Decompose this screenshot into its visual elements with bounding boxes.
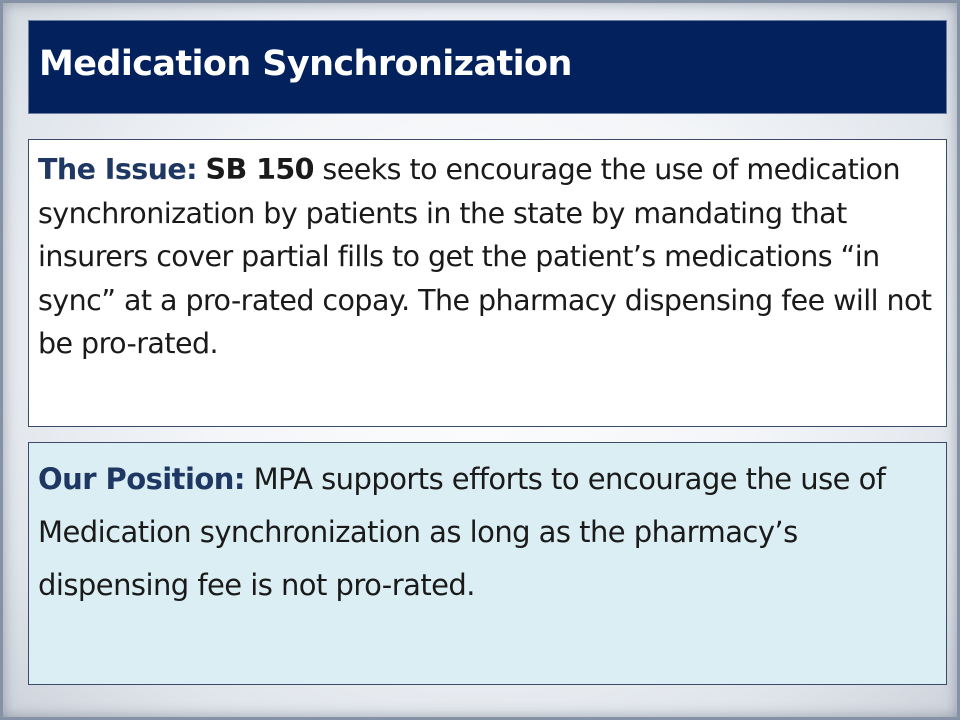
slide-title: Medication Synchronization bbox=[39, 44, 572, 84]
position-box bbox=[28, 442, 947, 685]
issue-box bbox=[28, 139, 947, 427]
issue-paragraph bbox=[38, 148, 943, 366]
position-paragraph bbox=[38, 453, 943, 612]
issue-body-text: seeks to encourage the use of medication synchronization by patients in the state by mandating that insurers cover partial fills to get the patient’s medications “in sync” at a pro-rated copay. The pharmacy dispensing fee will not be pro-rated. bbox=[38, 153, 932, 360]
position-body-text: MPA supports efforts to encourage the use of Medication synchronization as long as the pharmacy’s dispensing fee is not pro-rated. bbox=[38, 462, 886, 602]
issue-label: The Issue: bbox=[38, 153, 198, 186]
issue-bill-number: SB 150 bbox=[205, 153, 314, 186]
title-bar bbox=[28, 20, 947, 114]
position-label: Our Position: bbox=[38, 462, 245, 496]
